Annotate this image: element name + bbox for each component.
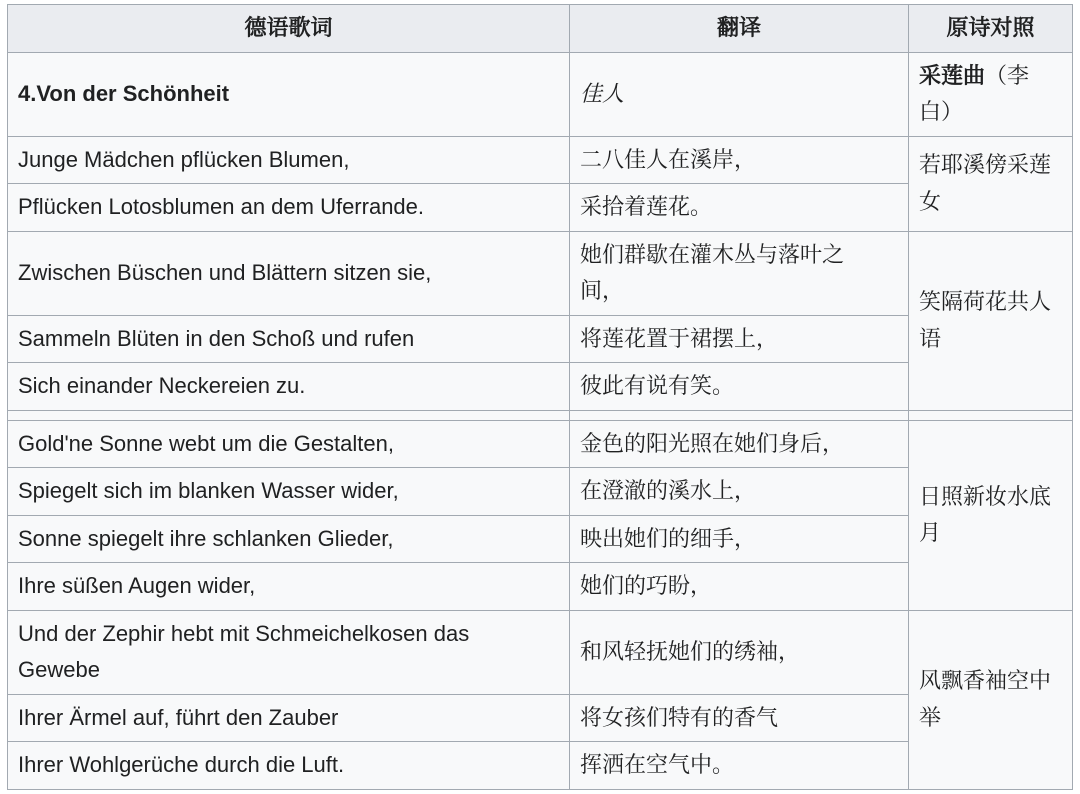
header-translation: 翻译: [570, 5, 909, 53]
header-original-poem: 原诗对照: [909, 5, 1073, 53]
table-row: [8, 231, 1073, 315]
translation-text: 在澄澈的溪水上，: [580, 478, 757, 503]
german-lyric-text: Spiegelt sich im blanken Wasser wider,: [18, 478, 399, 503]
german-lyric-cell: [8, 231, 570, 315]
empty-cell: [570, 410, 909, 420]
german-lyric-text: Pflücken Lotosblumen an dem Uferrande.: [18, 194, 425, 219]
translation-cell: [570, 742, 909, 790]
german-lyric-cell: [8, 184, 570, 232]
german-lyric-cell: [8, 694, 570, 742]
translation-cell: [570, 52, 909, 136]
german-lyric-cell: [8, 136, 570, 184]
original-poem-text: 日照新妆水底月: [919, 483, 1052, 545]
translation-text: 将女孩们特有的香气: [580, 704, 779, 730]
translation-text: 采拾着莲花。: [580, 194, 713, 219]
original-poem-cell: [909, 52, 1073, 136]
german-lyric-text: Ihre süßen Augen wider,: [18, 573, 256, 598]
german-lyric-cell: [8, 420, 570, 468]
translation-text: 挥洒在空气中。: [580, 752, 735, 777]
original-poem-cell: [909, 136, 1073, 231]
translation-cell: [570, 468, 909, 516]
translation-cell: [570, 515, 909, 563]
table-row: [8, 136, 1073, 184]
original-poem-text: 若耶溪傍采莲女: [919, 152, 1052, 214]
lyrics-table: [7, 4, 1073, 790]
german-lyric-text: Und der Zephir hebt mit Schmeichelkosen das Gewebe: [18, 620, 470, 682]
german-lyric-cell: [8, 563, 570, 611]
song-title-translation: 佳人: [580, 80, 625, 106]
empty-cell: [8, 410, 570, 420]
translation-cell: [570, 136, 909, 184]
title-row: [8, 52, 1073, 136]
translation-cell: [570, 231, 909, 315]
original-poem-cell: [909, 420, 1073, 610]
german-lyric-cell: [8, 468, 570, 516]
table-row: [8, 420, 1073, 468]
german-lyric-text: Sich einander Neckereien zu.: [18, 373, 306, 398]
translation-text: 金色的阳光照在她们身后，: [580, 430, 845, 456]
original-poem-cell: [909, 610, 1073, 789]
translation-cell: [570, 184, 909, 232]
translation-text: 她们群歇在灌木丛与落叶之间，: [580, 241, 845, 303]
german-lyric-cell: [8, 742, 570, 790]
german-lyric-text: Sonne spiegelt ihre schlanken Glieder,: [18, 525, 394, 551]
song-title: 4.Von der Schönheit: [18, 80, 230, 106]
original-poem-text: 风飘香袖空中举: [919, 668, 1052, 730]
translation-text: 二八佳人在溪岸，: [580, 146, 757, 172]
translation-cell: [570, 315, 909, 363]
german-lyric-cell: [8, 515, 570, 563]
table-row: [8, 610, 1073, 694]
translation-text: 映出她们的细手，: [580, 525, 757, 551]
spacer-row: [8, 410, 1073, 420]
german-lyric-text: Sammeln Blüten in den Schoß und rufen: [18, 325, 415, 351]
original-poem-title: [919, 58, 1060, 131]
german-lyric-cell: [8, 363, 570, 411]
translation-text: 她们的巧盼，: [580, 573, 713, 598]
translation-text: 彼此有说有笑。: [580, 373, 735, 398]
translation-cell: [570, 610, 909, 694]
german-lyric-text: Ihrer Wohlgerüche durch die Luft.: [18, 752, 345, 777]
empty-cell: [909, 410, 1073, 420]
german-lyric-cell: [8, 610, 570, 694]
original-poem-text: 笑隔荷花共人语: [919, 289, 1052, 351]
poem-author: （李白）: [919, 62, 1030, 124]
german-lyric-cell: [8, 315, 570, 363]
translation-text: 将莲花置于裙摆上，: [580, 325, 779, 351]
translation-cell: [570, 420, 909, 468]
german-lyric-text: Ihrer Ärmel auf, führt den Zauber: [18, 704, 339, 730]
german-lyric-text: Gold'ne Sonne webt um die Gestalten,: [18, 430, 394, 456]
header-german-lyrics: 德语歌词: [8, 5, 570, 53]
original-poem-cell: [909, 231, 1073, 410]
translation-cell: [570, 694, 909, 742]
translation-text: 和风轻抚她们的绣袖，: [580, 638, 801, 664]
translation-cell: [570, 363, 909, 411]
table-header-row: [8, 5, 1073, 53]
german-lyric-cell: [8, 52, 570, 136]
poem-title: 采莲曲: [919, 62, 986, 88]
translation-cell: [570, 563, 909, 611]
german-lyric-text: Junge Mädchen pflücken Blumen,: [18, 146, 350, 172]
german-lyric-text: Zwischen Büschen und Blättern sitzen sie,: [18, 259, 432, 285]
